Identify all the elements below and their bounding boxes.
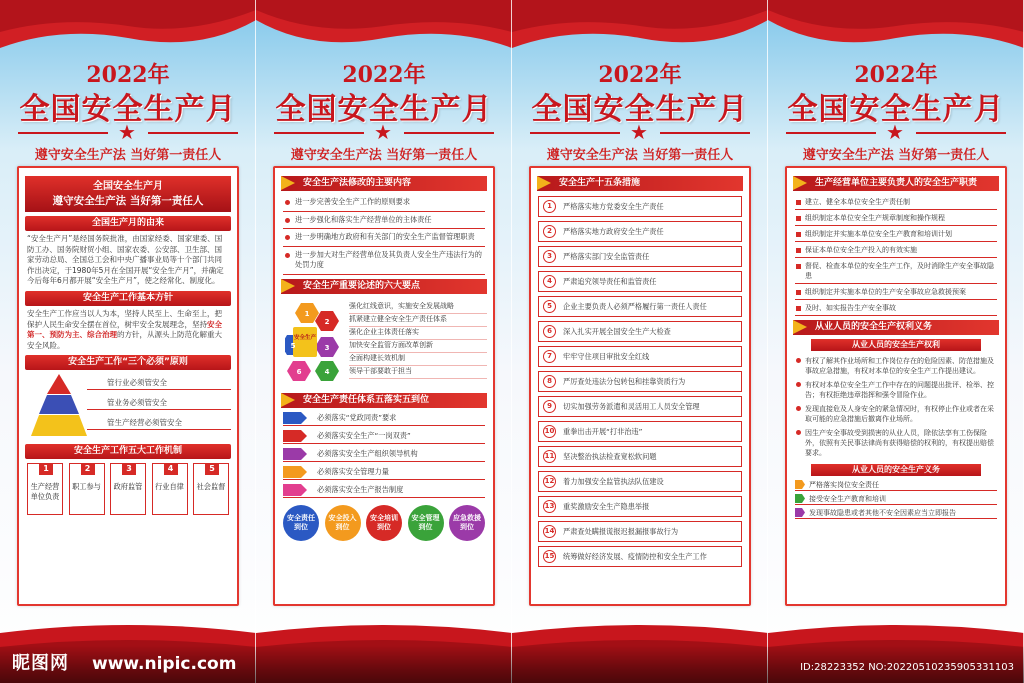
list-item: 11 坚决整治执法检查宽松软问题 <box>538 446 742 467</box>
circle-badge: 安全培训 到位 <box>366 505 402 541</box>
mechanism-item: 5 社会监督 <box>193 463 229 515</box>
svg-text:4: 4 <box>324 367 330 376</box>
list-item: 强化企业主体责任落实 <box>349 327 487 340</box>
section-title-rights: 从业人员的安全生产权利义务 <box>793 320 999 335</box>
circle-badge: 安全责任 到位 <box>283 505 319 541</box>
main-title: 全国安全生产月 <box>275 92 493 127</box>
list-item: 必须落实安全生产“一岗双责” <box>283 429 485 444</box>
slogan: 遵守安全生产法 当好第一责任人 <box>546 148 734 163</box>
list-item: 组织制定并实施本单位的生产安全事故应急救援预案 <box>795 284 997 300</box>
list-item: 强化红线意识，实施安全发展战略 <box>349 301 487 314</box>
list-item: 有权对本单位安全生产工作中存在的问题提出批评、检举、控告；有权拒绝违章指挥和强令冒险作业。 <box>787 378 1005 402</box>
top-banner: 全国安全生产月 遵守安全生产法 当好第一责任人 <box>25 176 231 212</box>
panel-3 <box>512 0 768 683</box>
content-card <box>17 166 239 606</box>
svg-text:6: 6 <box>296 367 302 376</box>
obligation-list <box>787 479 1005 519</box>
svg-text:2: 2 <box>324 317 330 326</box>
six-list <box>349 301 487 379</box>
list-item: 3 严格落实部门安全监管责任 <box>538 246 742 267</box>
list-item: 保证本单位安全生产投入的有效实施 <box>795 242 997 258</box>
subsection-title-rights: 从业人员的安全生产权利 <box>811 339 981 351</box>
watermark-logo: 昵图网 <box>12 653 69 674</box>
star-divider <box>530 120 750 144</box>
svg-text:1: 1 <box>304 309 310 318</box>
list-item: 必须落实安全生产报告制度 <box>283 483 485 498</box>
must-item: 管行业必须管安全 <box>87 376 231 390</box>
circle-badge: 安全投入 到位 <box>325 505 361 541</box>
mechanism-item: 1 生产经营单位负责 <box>27 463 63 515</box>
five-duty-list <box>275 411 493 498</box>
svg-text:3: 3 <box>324 343 330 352</box>
panel-1 <box>0 0 256 683</box>
list-item: 13 重奖激励安全生产隐患举报 <box>538 496 742 517</box>
list-item: 发现事故隐患或者其他不安全因素应当立即报告 <box>795 507 997 519</box>
policy-text: 安全生产工作应当以人为本，坚持人民至上、生命至上，把保护人民生命安全摆在首位，树牢安全发展理念，坚持安全第一、预防为主、综合治理的方针，从源头上防范化解重大安全风险。 <box>27 308 222 350</box>
svg-text:5: 5 <box>290 341 296 350</box>
watermark-id: ID:28223352 NO:20220510235905331103 <box>800 662 1014 673</box>
list-item: 严格落实岗位安全责任 <box>795 479 997 491</box>
star-icon: ★ <box>630 120 648 144</box>
panel-4 <box>768 0 1024 683</box>
list-item: 组织制定本单位安全生产规章制度和操作规程 <box>795 210 997 226</box>
content-card <box>785 166 1007 606</box>
section-title-measures: 安全生产十五条措施 <box>537 176 743 191</box>
list-item: 4 严肃追究领导责任和监管责任 <box>538 271 742 292</box>
list-item: 及时、如实报告生产安全事故 <box>795 300 997 316</box>
list-item: 进一步加大对生产经营单位及其负责人安全生产违法行为的处罚力度 <box>283 247 485 275</box>
list-item: 必须落实安全生产组织领导机构 <box>283 447 485 462</box>
list-item: 进一步强化和落实生产经营单位的主体责任 <box>283 212 485 230</box>
section-title-six: 安全生产重要论述的六大要点 <box>281 279 487 294</box>
list-item: 督促、检查本单位的安全生产工作，及时消除生产安全事故隐患 <box>795 258 997 284</box>
list-item: 7 牢牢守住项目审批安全红线 <box>538 346 742 367</box>
list-item: 必须落实安全管理力量 <box>283 465 485 480</box>
mechanism-item: 2 职工参与 <box>69 463 105 515</box>
list-item: 9 切实加强劳务派遣和灵活用工人员安全管理 <box>538 396 742 417</box>
circle-badge: 应急救援 到位 <box>449 505 485 541</box>
red-curtain <box>512 0 768 60</box>
list-item: 全面构建长效机制 <box>349 353 487 366</box>
list-item: 6 深入扎实开展全国安全生产大检查 <box>538 321 742 342</box>
list-item: 15 统筹做好经济发展、疫情防控和安全生产工作 <box>538 546 742 567</box>
list-item: 接受安全生产教育和培训 <box>795 493 997 505</box>
mechanism-list <box>27 463 229 515</box>
list-item: 有权了解其作业场所和工作岗位存在的危险因素、防范措施及事故应急措施，有权对本单位的安全生产工作提出建议。 <box>787 354 1005 378</box>
main-title: 全国安全生产月 <box>19 92 237 127</box>
list-item: 2 严格落实地方政府安全生产责任 <box>538 221 742 242</box>
five-in-place-circles <box>275 501 493 541</box>
list-item: 建立、健全本单位安全生产责任制 <box>795 194 997 210</box>
list-item: 领导干部要敢于担当 <box>349 366 487 379</box>
measure-list <box>531 194 749 567</box>
mechanism-item: 4 行业自律 <box>152 463 188 515</box>
policy-highlight: 安全第一、预防为主、综合治理 <box>27 319 222 340</box>
must-item: 管生产经营必须管安全 <box>87 416 231 430</box>
watermark-url: www.nipic.com <box>92 654 237 674</box>
subsection-title-obligations: 从业人员的安全生产义务 <box>811 464 981 476</box>
list-item: 5 企业主要负责人必须严格履行第一责任人责任 <box>538 296 742 317</box>
year-label: 2022年 <box>86 62 170 88</box>
star-icon: ★ <box>886 120 904 144</box>
red-curtain <box>256 0 512 60</box>
section-title-mechanism: 安全生产工作五大工作机制 <box>25 444 231 459</box>
list-item: 10 重拳出击开展“打非治违” <box>538 421 742 442</box>
star-divider <box>274 120 494 144</box>
mechanism-item: 3 政府监管 <box>110 463 146 515</box>
list-item: 加快安全监管方面改革创新 <box>349 340 487 353</box>
list-item: 因生产安全事故受到损害的从业人员，除依法享有工伤保险外，依照有关民事法律尚有获得赔偿的权利的，有权提出赔偿要求。 <box>787 426 1005 460</box>
list-item: 抓紧建立健全安全生产责任体系 <box>349 314 487 327</box>
list-item: 1 严格落实地方党委安全生产责任 <box>538 196 742 217</box>
list-item: 必须落实“党政同责”要求 <box>283 411 485 426</box>
year-label: 2022年 <box>854 62 938 88</box>
section-title-law: 安全生产法修改的主要内容 <box>281 176 487 191</box>
red-curtain <box>768 0 1024 60</box>
pyramid-icon <box>31 374 87 436</box>
star-divider <box>786 120 1006 144</box>
slogan: 遵守安全生产法 当好第一责任人 <box>802 148 990 163</box>
section-title-five: 安全生产责任体系五落实五到位 <box>281 393 487 408</box>
origin-text: “安全生产月”是经国务院批准，由国家经委、国家建委、国防工办、国务院财贸小组、国家农委、公安部、卫生部、国家劳动总局、全国总工会和中央广播事业局等十个部门共同作出决定，于1980年5月在全国开展“安全生产月”，并确定今后每年6月都开展“安全生产月”，使之经常化、制度化。 <box>27 234 224 286</box>
six-points <box>281 297 487 389</box>
year-label: 2022年 <box>598 62 682 88</box>
section-title-responsibility: 生产经营单位主要负责人的安全生产职责 <box>793 176 999 191</box>
star-icon: ★ <box>118 120 136 144</box>
list-item: 14 严肃查处瞒报谎报迟报漏报事故行为 <box>538 521 742 542</box>
main-title: 全国安全生产月 <box>787 92 1005 127</box>
watermark-bar <box>0 645 1024 683</box>
section-title-origin: 全国生产月的由来 <box>25 216 231 231</box>
rights-list <box>787 354 1005 460</box>
list-item: 发现直接危及人身安全的紧急情况时，有权停止作业或者在采取可能的应急措施后撤离作业场所。 <box>787 402 1005 426</box>
must-item: 管业务必须管安全 <box>87 396 231 410</box>
year-label: 2022年 <box>342 62 426 88</box>
section-title-policy: 安全生产工作基本方针 <box>25 291 231 306</box>
list-item: 进一步明确地方政府和有关部门的安全生产监督管理职责 <box>283 229 485 247</box>
red-curtain <box>0 0 256 60</box>
panel-2 <box>256 0 512 683</box>
slogan: 遵守安全生产法 当好第一责任人 <box>290 148 478 163</box>
star-icon: ★ <box>374 120 392 144</box>
list-item: 12 着力加强安全监管执法队伍建设 <box>538 471 742 492</box>
star-divider <box>18 120 238 144</box>
content-card <box>273 166 495 606</box>
six-badge-label: 安全生产 <box>293 334 317 341</box>
section-title-must: 安全生产工作“三个必须”原则 <box>25 355 231 370</box>
hexagon-diagram-icon <box>285 303 341 383</box>
content-card <box>529 166 751 606</box>
main-title: 全国安全生产月 <box>531 92 749 127</box>
list-item: 进一步完善安全生产工作的原则要求 <box>283 194 485 212</box>
responsibility-list <box>795 194 997 316</box>
circle-badge: 安全管理 到位 <box>408 505 444 541</box>
law-list <box>275 194 493 275</box>
slogan: 遵守安全生产法 当好第一责任人 <box>34 148 222 163</box>
list-item: 组织制定并实施本单位安全生产教育和培训计划 <box>795 226 997 242</box>
must-list <box>87 376 231 436</box>
must-diagram <box>25 374 231 440</box>
list-item: 8 严厉查处违法分包转包和挂靠资质行为 <box>538 371 742 392</box>
